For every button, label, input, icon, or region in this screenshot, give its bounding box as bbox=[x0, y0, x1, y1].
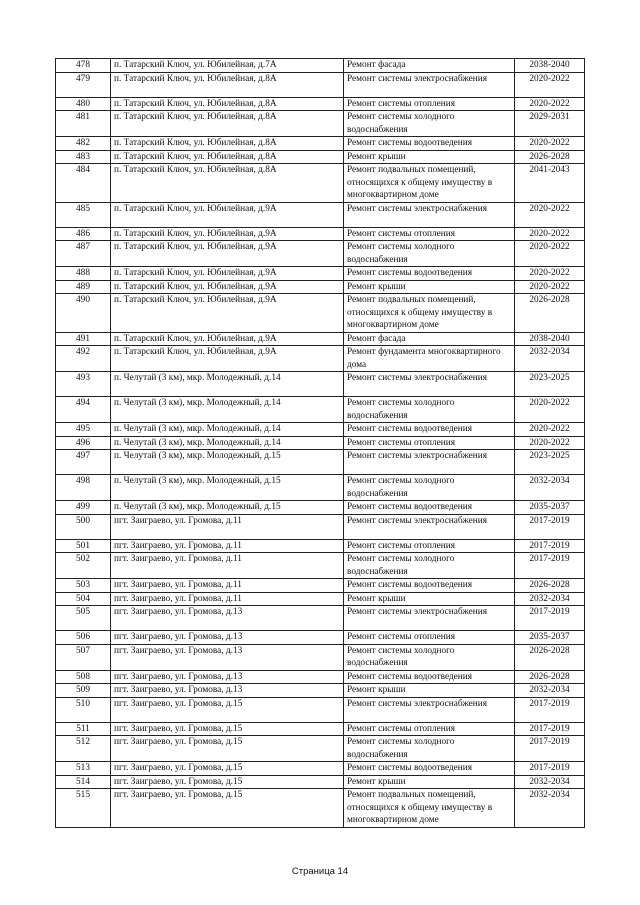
row-address: п. Татарский Ключ, ул. Юбилейная, д.8А bbox=[111, 164, 344, 203]
row-work-type: Ремонт системы отопления bbox=[344, 97, 515, 111]
row-number: 504 bbox=[56, 592, 111, 606]
row-address: п. Татарский Ключ, ул. Юбилейная, д.8А bbox=[111, 97, 344, 111]
row-number: 513 bbox=[56, 762, 111, 776]
table-row bbox=[56, 72, 585, 97]
row-number: 505 bbox=[56, 606, 111, 631]
row-period: 2026-2028 bbox=[515, 150, 585, 164]
table-row bbox=[56, 267, 585, 281]
row-address: п. Татарский Ключ, ул. Юбилейная, д.9А bbox=[111, 227, 344, 241]
row-address: п. Челутай (3 км), мкр. Молодежный, д.15 bbox=[111, 450, 344, 475]
row-work-type: Ремонт системы отопления bbox=[344, 227, 515, 241]
row-period: 2017-2019 bbox=[515, 553, 585, 579]
row-period: 2020-2022 bbox=[515, 423, 585, 437]
table-row bbox=[56, 606, 585, 631]
row-address: п. Татарский Ключ, ул. Юбилейная, д.7А bbox=[111, 59, 344, 73]
row-work-type: Ремонт системы водоотведения bbox=[344, 501, 515, 515]
row-address: пгт. Заиграево, ул. Громова, д.15 bbox=[111, 775, 344, 789]
row-number: 492 bbox=[56, 346, 111, 372]
row-period: 2023-2025 bbox=[515, 450, 585, 475]
row-period: 2017-2019 bbox=[515, 697, 585, 722]
row-period: 2032-2034 bbox=[515, 346, 585, 372]
row-work-type: Ремонт системы холодного водоснабжения bbox=[344, 644, 515, 670]
row-period: 2020-2022 bbox=[515, 436, 585, 450]
row-number: 496 bbox=[56, 436, 111, 450]
row-number: 487 bbox=[56, 241, 111, 267]
table-row bbox=[56, 97, 585, 111]
row-work-type: Ремонт крыши bbox=[344, 592, 515, 606]
row-number: 489 bbox=[56, 280, 111, 294]
row-number: 493 bbox=[56, 372, 111, 397]
row-number: 484 bbox=[56, 164, 111, 203]
table-row bbox=[56, 553, 585, 579]
table-row bbox=[56, 372, 585, 397]
row-work-type: Ремонт системы холодного водоснабжения bbox=[344, 475, 515, 501]
table-row bbox=[56, 59, 585, 73]
row-period: 2017-2019 bbox=[515, 736, 585, 762]
row-address: п. Татарский Ключ, ул. Юбилейная, д.8А bbox=[111, 72, 344, 97]
row-work-type: Ремонт подвальных помещений, относящихся к общему имуществу в многоквартирном доме bbox=[344, 789, 515, 828]
table-row bbox=[56, 592, 585, 606]
row-work-type: Ремонт системы холодного водоснабжения bbox=[344, 241, 515, 267]
row-address: пгт. Заиграево, ул. Громова, д.11 bbox=[111, 579, 344, 593]
table-row bbox=[56, 423, 585, 437]
row-work-type: Ремонт системы водоотведения bbox=[344, 579, 515, 593]
row-address: п. Татарский Ключ, ул. Юбилейная, д.9А bbox=[111, 241, 344, 267]
row-period: 2029-2031 bbox=[515, 111, 585, 137]
table-row bbox=[56, 346, 585, 372]
table-row bbox=[56, 164, 585, 203]
row-address: пгт. Заиграево, ул. Громова, д.15 bbox=[111, 722, 344, 736]
row-period: 2038-2040 bbox=[515, 59, 585, 73]
row-period: 2032-2034 bbox=[515, 592, 585, 606]
row-address: п. Челутай (3 км), мкр. Молодежный, д.15 bbox=[111, 501, 344, 515]
table-row bbox=[56, 241, 585, 267]
row-number: 501 bbox=[56, 539, 111, 553]
row-work-type: Ремонт системы водоотведения bbox=[344, 423, 515, 437]
table-row bbox=[56, 397, 585, 423]
row-work-type: Ремонт системы водоотведения bbox=[344, 267, 515, 281]
table-row bbox=[56, 775, 585, 789]
table-row bbox=[56, 539, 585, 553]
row-number: 508 bbox=[56, 670, 111, 684]
row-number: 507 bbox=[56, 644, 111, 670]
table-row bbox=[56, 644, 585, 670]
row-number: 483 bbox=[56, 150, 111, 164]
row-number: 512 bbox=[56, 736, 111, 762]
table-row bbox=[56, 202, 585, 227]
row-number: 500 bbox=[56, 514, 111, 539]
table-row bbox=[56, 670, 585, 684]
row-address: п. Татарский Ключ, ул. Юбилейная, д.9А bbox=[111, 346, 344, 372]
row-number: 514 bbox=[56, 775, 111, 789]
row-period: 2026-2028 bbox=[515, 644, 585, 670]
table-row bbox=[56, 332, 585, 346]
row-address: п. Татарский Ключ, ул. Юбилейная, д.9А bbox=[111, 294, 344, 333]
row-number: 488 bbox=[56, 267, 111, 281]
row-address: пгт. Заиграево, ул. Громова, д.11 bbox=[111, 539, 344, 553]
row-period: 2020-2022 bbox=[515, 97, 585, 111]
row-address: п. Татарский Ключ, ул. Юбилейная, д.9А bbox=[111, 332, 344, 346]
row-period: 2026-2028 bbox=[515, 579, 585, 593]
row-number: 491 bbox=[56, 332, 111, 346]
row-period: 2017-2019 bbox=[515, 606, 585, 631]
table-row bbox=[56, 501, 585, 515]
row-work-type: Ремонт системы отопления bbox=[344, 631, 515, 645]
row-work-type: Ремонт системы холодного водоснабжения bbox=[344, 397, 515, 423]
row-address: п. Челутай (3 км), мкр. Молодежный, д.15 bbox=[111, 475, 344, 501]
row-period: 2017-2019 bbox=[515, 514, 585, 539]
row-work-type: Ремонт системы водоотведения bbox=[344, 137, 515, 151]
table-row bbox=[56, 722, 585, 736]
row-number: 482 bbox=[56, 137, 111, 151]
row-number: 480 bbox=[56, 97, 111, 111]
row-work-type: Ремонт системы электроснабжения bbox=[344, 450, 515, 475]
row-address: п. Челутай (3 км), мкр. Молодежный, д.14 bbox=[111, 436, 344, 450]
row-work-type: Ремонт системы электроснабжения bbox=[344, 606, 515, 631]
row-address: пгт. Заиграево, ул. Громова, д.11 bbox=[111, 592, 344, 606]
row-number: 481 bbox=[56, 111, 111, 137]
row-address: пгт. Заиграево, ул. Громова, д.11 bbox=[111, 514, 344, 539]
table-row bbox=[56, 789, 585, 828]
row-work-type: Ремонт системы отопления bbox=[344, 436, 515, 450]
row-address: п. Татарский Ключ, ул. Юбилейная, д.9А bbox=[111, 202, 344, 227]
row-period: 2020-2022 bbox=[515, 72, 585, 97]
row-period: 2020-2022 bbox=[515, 227, 585, 241]
row-period: 2032-2034 bbox=[515, 775, 585, 789]
row-work-type: Ремонт фасада bbox=[344, 332, 515, 346]
table-row bbox=[56, 150, 585, 164]
table-row bbox=[56, 294, 585, 333]
row-number: 515 bbox=[56, 789, 111, 828]
row-work-type: Ремонт крыши bbox=[344, 150, 515, 164]
row-address: пгт. Заиграево, ул. Громова, д.15 bbox=[111, 762, 344, 776]
row-work-type: Ремонт системы электроснабжения bbox=[344, 202, 515, 227]
row-work-type: Ремонт крыши bbox=[344, 684, 515, 698]
row-number: 494 bbox=[56, 397, 111, 423]
row-period: 2032-2034 bbox=[515, 684, 585, 698]
row-address: пгт. Заиграево, ул. Громова, д.13 bbox=[111, 684, 344, 698]
table-row bbox=[56, 227, 585, 241]
row-work-type: Ремонт системы холодного водоснабжения bbox=[344, 736, 515, 762]
row-number: 479 bbox=[56, 72, 111, 97]
row-address: пгт. Заиграево, ул. Громова, д.11 bbox=[111, 553, 344, 579]
row-address: пгт. Заиграево, ул. Громова, д.15 bbox=[111, 736, 344, 762]
row-number: 502 bbox=[56, 553, 111, 579]
row-period: 2020-2022 bbox=[515, 280, 585, 294]
table-row bbox=[56, 450, 585, 475]
row-address: п. Татарский Ключ, ул. Юбилейная, д.8А bbox=[111, 111, 344, 137]
row-work-type: Ремонт системы электроснабжения bbox=[344, 372, 515, 397]
table-row bbox=[56, 436, 585, 450]
table-row bbox=[56, 631, 585, 645]
row-period: 2020-2022 bbox=[515, 137, 585, 151]
table-row bbox=[56, 697, 585, 722]
row-period: 2032-2034 bbox=[515, 475, 585, 501]
row-work-type: Ремонт системы холодного водоснабжения bbox=[344, 553, 515, 579]
repair-schedule-table bbox=[55, 58, 585, 828]
table-row bbox=[56, 280, 585, 294]
row-period: 2035-2037 bbox=[515, 501, 585, 515]
row-number: 485 bbox=[56, 202, 111, 227]
row-number: 495 bbox=[56, 423, 111, 437]
row-work-type: Ремонт системы электроснабжения bbox=[344, 697, 515, 722]
row-number: 499 bbox=[56, 501, 111, 515]
row-work-type: Ремонт системы электроснабжения bbox=[344, 72, 515, 97]
row-number: 498 bbox=[56, 475, 111, 501]
table-row bbox=[56, 475, 585, 501]
row-number: 510 bbox=[56, 697, 111, 722]
row-address: п. Татарский Ключ, ул. Юбилейная, д.9А bbox=[111, 267, 344, 281]
row-address: пгт. Заиграево, ул. Громова, д.15 bbox=[111, 697, 344, 722]
row-work-type: Ремонт системы электроснабжения bbox=[344, 514, 515, 539]
table-row bbox=[56, 579, 585, 593]
row-work-type: Ремонт системы отопления bbox=[344, 539, 515, 553]
row-period: 2032-2034 bbox=[515, 789, 585, 828]
row-number: 511 bbox=[56, 722, 111, 736]
row-number: 509 bbox=[56, 684, 111, 698]
row-number: 506 bbox=[56, 631, 111, 645]
table-body bbox=[56, 59, 585, 828]
row-work-type: Ремонт системы отопления bbox=[344, 722, 515, 736]
row-work-type: Ремонт фундамента многоквартирного дома bbox=[344, 346, 515, 372]
table-row bbox=[56, 514, 585, 539]
row-address: пгт. Заиграево, ул. Громова, д.13 bbox=[111, 670, 344, 684]
row-period: 2020-2022 bbox=[515, 241, 585, 267]
table-row bbox=[56, 736, 585, 762]
row-work-type: Ремонт системы водоотведения bbox=[344, 670, 515, 684]
row-number: 478 bbox=[56, 59, 111, 73]
row-work-type: Ремонт подвальных помещений, относящихся к общему имуществу в многоквартирном доме bbox=[344, 294, 515, 333]
row-address: п. Татарский Ключ, ул. Юбилейная, д.8А bbox=[111, 150, 344, 164]
row-address: п. Татарский Ключ, ул. Юбилейная, д.8А bbox=[111, 137, 344, 151]
row-address: пгт. Заиграево, ул. Громова, д.13 bbox=[111, 644, 344, 670]
row-work-type: Ремонт фасада bbox=[344, 59, 515, 73]
row-address: пгт. Заиграево, ул. Громова, д.13 bbox=[111, 606, 344, 631]
row-period: 2026-2028 bbox=[515, 670, 585, 684]
row-period: 2020-2022 bbox=[515, 202, 585, 227]
row-period: 2020-2022 bbox=[515, 397, 585, 423]
row-work-type: Ремонт системы холодного водоснабжения bbox=[344, 111, 515, 137]
row-address: пгт. Заиграево, ул. Громова, д.13 bbox=[111, 631, 344, 645]
row-work-type: Ремонт системы водоотведения bbox=[344, 762, 515, 776]
page-number: Страница 14 bbox=[291, 866, 349, 877]
table-row bbox=[56, 111, 585, 137]
row-address: пгт. Заиграево, ул. Громова, д.15 bbox=[111, 789, 344, 828]
row-number: 486 bbox=[56, 227, 111, 241]
row-number: 490 bbox=[56, 294, 111, 333]
row-number: 503 bbox=[56, 579, 111, 593]
row-period: 2017-2019 bbox=[515, 762, 585, 776]
row-period: 2026-2028 bbox=[515, 294, 585, 333]
row-number: 497 bbox=[56, 450, 111, 475]
table-row bbox=[56, 684, 585, 698]
row-period: 2023-2025 bbox=[515, 372, 585, 397]
row-address: п. Челутай (3 км), мкр. Молодежный, д.14 bbox=[111, 397, 344, 423]
row-period: 2041-2043 bbox=[515, 164, 585, 203]
row-work-type: Ремонт крыши bbox=[344, 775, 515, 789]
table-row bbox=[56, 137, 585, 151]
row-period: 2035-2037 bbox=[515, 631, 585, 645]
row-period: 2038-2040 bbox=[515, 332, 585, 346]
row-address: п. Татарский Ключ, ул. Юбилейная, д.9А bbox=[111, 280, 344, 294]
table-row bbox=[56, 762, 585, 776]
row-work-type: Ремонт подвальных помещений, относящихся к общему имуществу в многоквартирном доме bbox=[344, 164, 515, 203]
row-period: 2017-2019 bbox=[515, 539, 585, 553]
row-address: п. Челутай (3 км), мкр. Молодежный, д.14 bbox=[111, 372, 344, 397]
row-period: 2017-2019 bbox=[515, 722, 585, 736]
row-address: п. Челутай (3 км), мкр. Молодежный, д.14 bbox=[111, 423, 344, 437]
row-work-type: Ремонт крыши bbox=[344, 280, 515, 294]
row-period: 2020-2022 bbox=[515, 267, 585, 281]
